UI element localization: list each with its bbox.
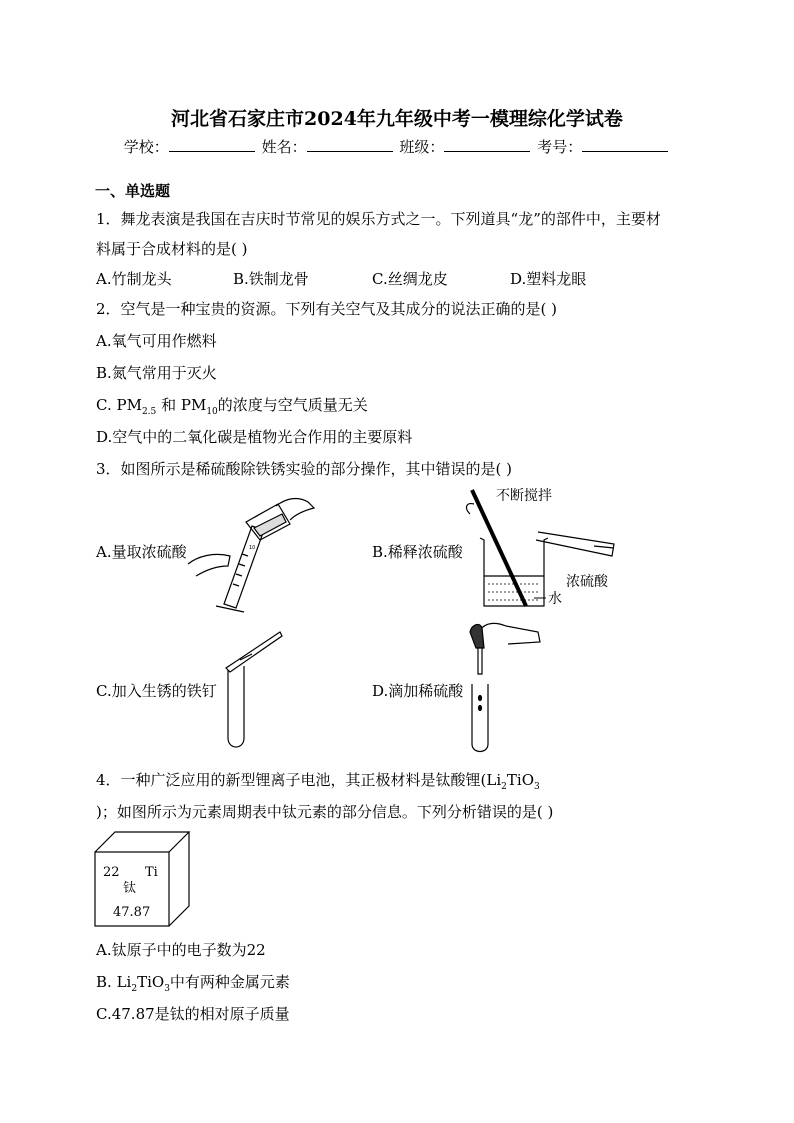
q3-stem: 3．如图所示是稀硫酸除铁锈实验的部分操作，其中错误的是( ) [96,460,513,478]
q4-option-c: C.47.87是钛的相对原子质量 [96,1005,290,1023]
q3-option-d: D.滴加稀硫酸 [372,682,464,700]
q1-stem-line2: 料属于合成材料的是( ) [96,240,248,258]
q2-stem: 2．空气是一种宝贵的资源。下列有关空气及其成分的说法正确的是( ) [96,300,558,318]
q4-b-suffix: 中有两种金属元素 [169,973,290,991]
name-blank [307,137,393,152]
class-label: 班级： [399,138,445,156]
school-blank [169,137,255,152]
q2-option-a: A.氧气可用作燃料 [96,332,217,350]
q3-option-b: B.稀释浓硫酸 [372,543,463,561]
q4-formula-sub2: 2 [501,782,507,792]
q4-formula-li: Li [486,771,502,789]
q1-option-a: A.竹制龙头 [96,270,172,288]
q4-option-b [96,971,290,994]
q2-option-d: D.空气中的二氧化碳是植物光合作用的主要原料 [96,428,413,446]
q3-option-c: C.加入生锈的铁钉 [96,682,217,700]
school-label: 学校： [123,138,169,156]
figure-drip-acid [466,618,546,754]
class-blank [444,137,530,152]
q3-option-a: A.量取浓硫酸 [96,543,187,561]
page-title: 河北省石家庄市2024年九年级中考一模理综化学试卷 [171,108,623,130]
q2-c-pm1: PM [116,396,142,414]
figure-measure-acid [186,494,326,614]
q4-stem-line1 [96,769,540,792]
q1-option-c: C.丝绸龙皮 [372,270,448,288]
q4-stem-line2: )；如图所示为元素周期表中钛元素的部分信息。下列分析错误的是( ) [96,803,554,821]
q4-option-a: A.钛原子中的电子数为22 [96,941,266,959]
name-label: 姓名： [261,138,307,156]
periodic-cell-titanium [93,830,193,930]
exam-no-blank [582,137,668,152]
q1-option-d: D.塑料龙眼 [510,270,587,288]
svg-text:10: 10 [249,545,256,551]
label-water: 水 [548,591,562,607]
q1-option-b: B.铁制龙骨 [233,270,309,288]
q4-formula-ti: TiO [506,771,535,789]
section-heading: 一、单选题 [95,182,171,200]
q4-formula-sub3: 3 [534,782,540,792]
cell-name: 钛 [123,881,137,896]
q4-b-prefix: B. [96,973,112,991]
label-acid: 浓硫酸 [566,574,608,590]
q4-b-formula-li: Li [116,973,132,991]
exam-no-label: 考号： [537,138,583,156]
q2-option-c [96,394,368,417]
figure-dilute-acid [462,484,642,612]
q4-b-formula-ti: TiO [137,973,165,991]
q2-c-pm2: PM [180,396,207,414]
figure-add-nail [222,628,286,750]
q2-c-sub2: 10 [206,407,218,417]
q4-line1-text: 4．一种广泛应用的新型锂离子电池，其正极材料是钛酸锂( [96,771,487,789]
q2-c-and: 和 [161,396,177,414]
cell-symbol: Ti [145,865,158,880]
student-info-line [0,136,794,157]
q2-c-prefix: C. [96,396,112,414]
q1-stem-line1: 1．舞龙表演是我国在吉庆时节常见的娱乐方式之一。下列道具“龙”的部件中，主要材 [96,210,661,228]
q4-b-sub2: 2 [131,984,138,994]
q2-c-suffix: 的浓度与空气质量无关 [217,396,368,414]
label-stir: 不断搅拌 [496,488,552,504]
cell-number: 22 [103,865,120,880]
q2-option-b: B.氮气常用于灭火 [96,364,217,382]
q2-c-sub1: 2.5 [141,407,157,417]
cell-mass: 47.87 [113,905,151,920]
q4-b-sub3: 3 [164,984,170,994]
